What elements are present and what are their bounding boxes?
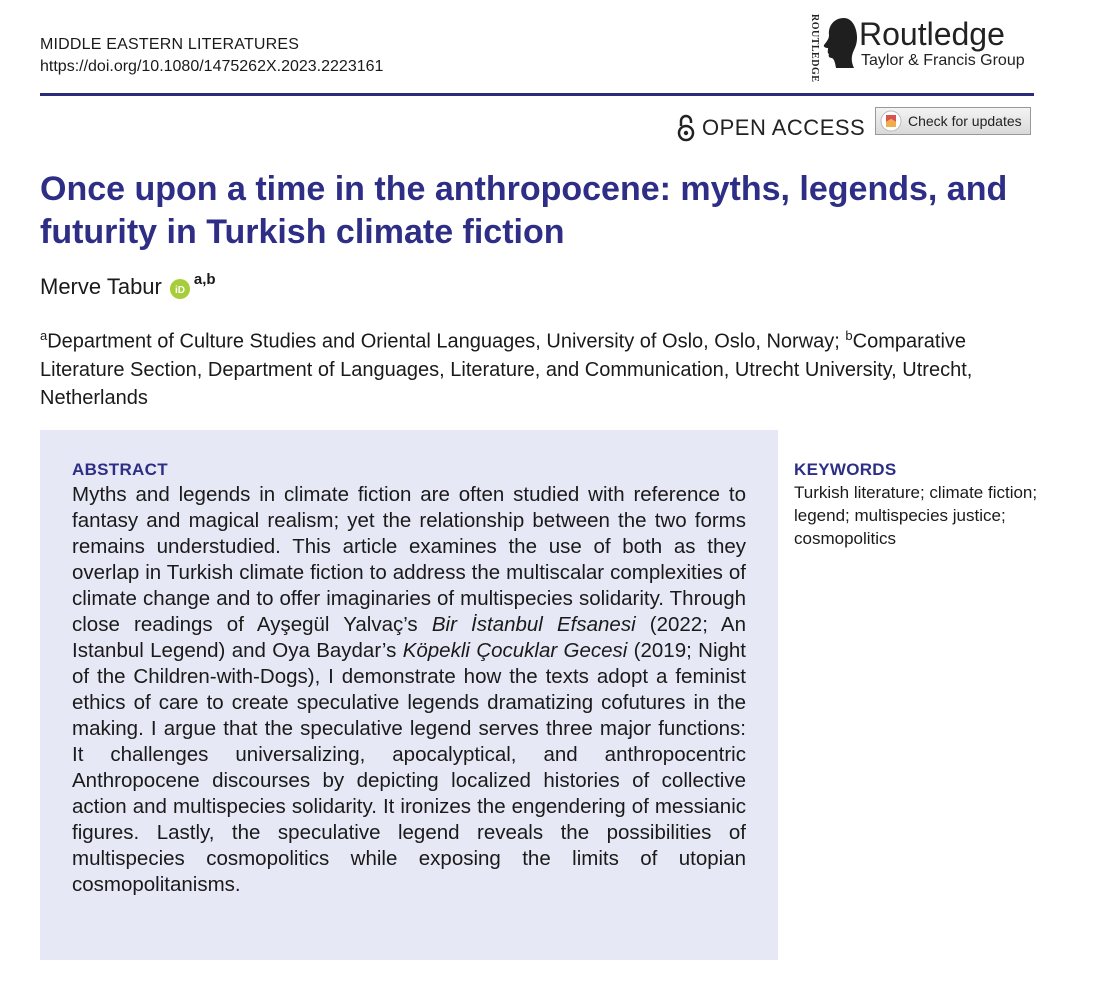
article-title: Once upon a time in the anthropocene: myths, legends, and futurity in Turkish climate fiction [40,170,1008,251]
doi-link[interactable]: https://doi.org/10.1080/1475262X.2023.2223161 [40,58,384,75]
open-access-label: OPEN ACCESS [702,115,866,140]
author-line [40,271,216,300]
affil-b: Comparative Literature Section, Department of Languages, Literature, and Communication, Utrecht University, Utrecht, Netherlands [40,330,973,409]
publisher-group: Taylor & Francis Group [861,52,1025,69]
open-access-badge [676,114,865,142]
affil-mark-a: a [40,328,48,343]
crossmark-icon [880,110,902,132]
author-affiliation-marks: a,b [193,271,216,288]
header-rule [40,93,1034,96]
abstract-text [72,482,746,898]
publisher-vertical-text: ROUTLEDGE [809,14,820,83]
journal-header [40,34,383,78]
svg-text:iD: iD [174,285,185,296]
abstract-part-3: (2019; Night of the Children-with-Dogs), I demonstrate how the texts adopt a feminist ethics of care to create speculative legends dramatizing cofutures in the making. I argue that the speculative legend serves three major functions: It challenges universalizing, apocalyptical, and anthropocentric Anthropocene discourses by depicting localized histories of collective action and multispecies solidarity. It ironizes the engendering of messianic figures. Lastly, the speculative legend reveals the possibilities of multispecies cosmopolitics while exposing the limits of utopian cosmopolitanisms. [72,639,746,896]
keywords-heading: KEYWORDS [794,460,897,479]
journal-name: MIDDLE EASTERN LITERATURES [40,36,300,53]
publisher-logo [800,8,1040,83]
author-name: Merve Tabur [40,274,162,299]
abstract-part-1: Myths and legends in climate fiction are often studied with reference to fantasy and magical realism; yet the relationship between the two forms remains understudied. This article examines the use of both as they overlap in Turkish climate fiction to address the multiscalar complexities of climate change and to offer imaginaries of multispecies solidarity. Through close readings of Ayşegül Yalvaç’s [72,483,746,636]
publisher-brand: Routledge [859,16,1005,52]
check-updates-label: Check for updates [908,113,1022,129]
abstract-part-2: (2022; An Istanbul Legend) and Oya Baydar’s [72,613,746,662]
check-for-updates-button[interactable] [875,107,1031,135]
affil-mark-b: b [845,328,853,343]
keywords-block [794,459,1044,550]
book-title-2: Köpekli Çocuklar Gecesi [402,639,628,662]
affil-a: Department of Culture Studies and Oriental Languages, University of Oslo, Oslo, Norway; [47,330,846,353]
open-lock-icon [676,114,696,142]
profile-head-icon [820,16,858,70]
book-title-1: Bir İstanbul Efsanesi [431,613,636,636]
affiliations [40,322,1040,412]
abstract-box [40,430,778,960]
keywords-text: Turkish literature; climate fiction; legend; multispecies justice; cosmopolitics [794,483,1038,548]
abstract-heading: ABSTRACT [72,460,168,479]
orcid-icon[interactable] [170,279,190,299]
